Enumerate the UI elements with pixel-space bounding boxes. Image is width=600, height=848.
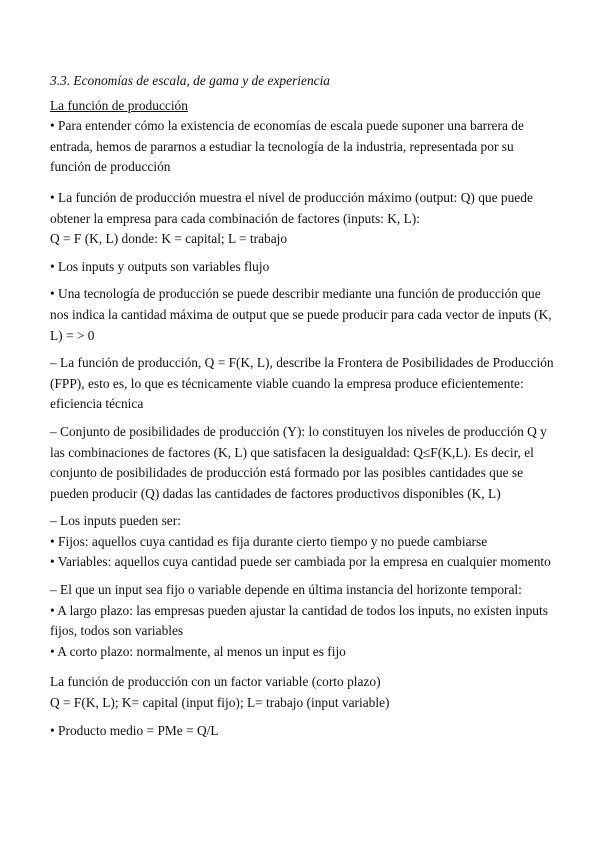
paragraph-variable-inputs: • Variables: aquellos cuya cantidad puede ser cambiada por la empresa en cualquier momento — [50, 554, 551, 570]
paragraph-fixed-inputs: • Fijos: aquellos cuya cantidad es fija durante cierto tiempo y no puede cambiarse — [50, 533, 488, 549]
paragraph-short-run-formula: Q = F(K, L); K= capital (input fijo); L= trabajo (input variable) — [50, 695, 390, 711]
section-heading: 3.3. Economías de escala, de gama y de experiencia — [50, 73, 331, 88]
section-subtitle: La función de producción — [50, 97, 188, 113]
document-page — [50, 71, 555, 741]
paragraph-formula-definition: Q = F (K, L) donde: K = capital; L = trabajo — [50, 231, 288, 247]
paragraph-technology: • Una tecnología de producción se puede describir mediante una función de producción que nos indica la cantidad máxima de output que se puede producir para cada vector de inputs (K, L) = > 0 — [50, 286, 552, 343]
paragraph-flow-variables: • Los inputs y outputs son variables flujo — [50, 258, 270, 274]
paragraph-production-function: • La función de producción muestra el nivel de producción máximo (output: Q) que puede obtener la empresa para cada combinación de factores (inputs: K, L): — [50, 189, 533, 226]
paragraph-short-run: • A corto plazo: normalmente, al menos un input es fijo — [50, 643, 346, 659]
paragraph-fpp: – La función de producción, Q = F(K, L), describe la Frontera de Posibilidades de Producción (FPP), esto es, lo que es técnicamente viable cuando la empresa produce eficientemente: eficiencia técnica — [50, 355, 554, 412]
paragraph-barrier-intro: • Para entender cómo la existencia de economías de escala puede suponer una barrera de entrada, hemos de pararnos a estudiar la tecnología de la industria, representada por su función de producción — [50, 118, 524, 175]
paragraph-time-horizon: – El que un input sea fijo o variable depende en última instancia del horizonte temporal: — [50, 582, 522, 598]
paragraph-production-set: – Conjunto de posibilidades de producción (Y): lo constituyen los niveles de producción Q y las combinaciones de factores (K, L) que satisfacen la desigualdad: Q≤F(K,L). Es decir, el conjunto de posibilidades de producción está formado por las posibles cantidades que se pueden producir (Q) dadas las cantidades de factores productivos disponibles (K, L) — [50, 423, 547, 501]
paragraph-one-variable-factor: La función de producción con un factor variable (corto plazo) — [50, 674, 381, 690]
paragraph-inputs-types: – Los inputs pueden ser: — [50, 513, 181, 529]
paragraph-long-run: • A largo plazo: las empresas pueden ajustar la cantidad de todos los inputs, no existen inputs fijos, todos son variables — [50, 602, 548, 639]
paragraph-average-product: • Producto medio = PMe = Q/L — [50, 722, 219, 738]
